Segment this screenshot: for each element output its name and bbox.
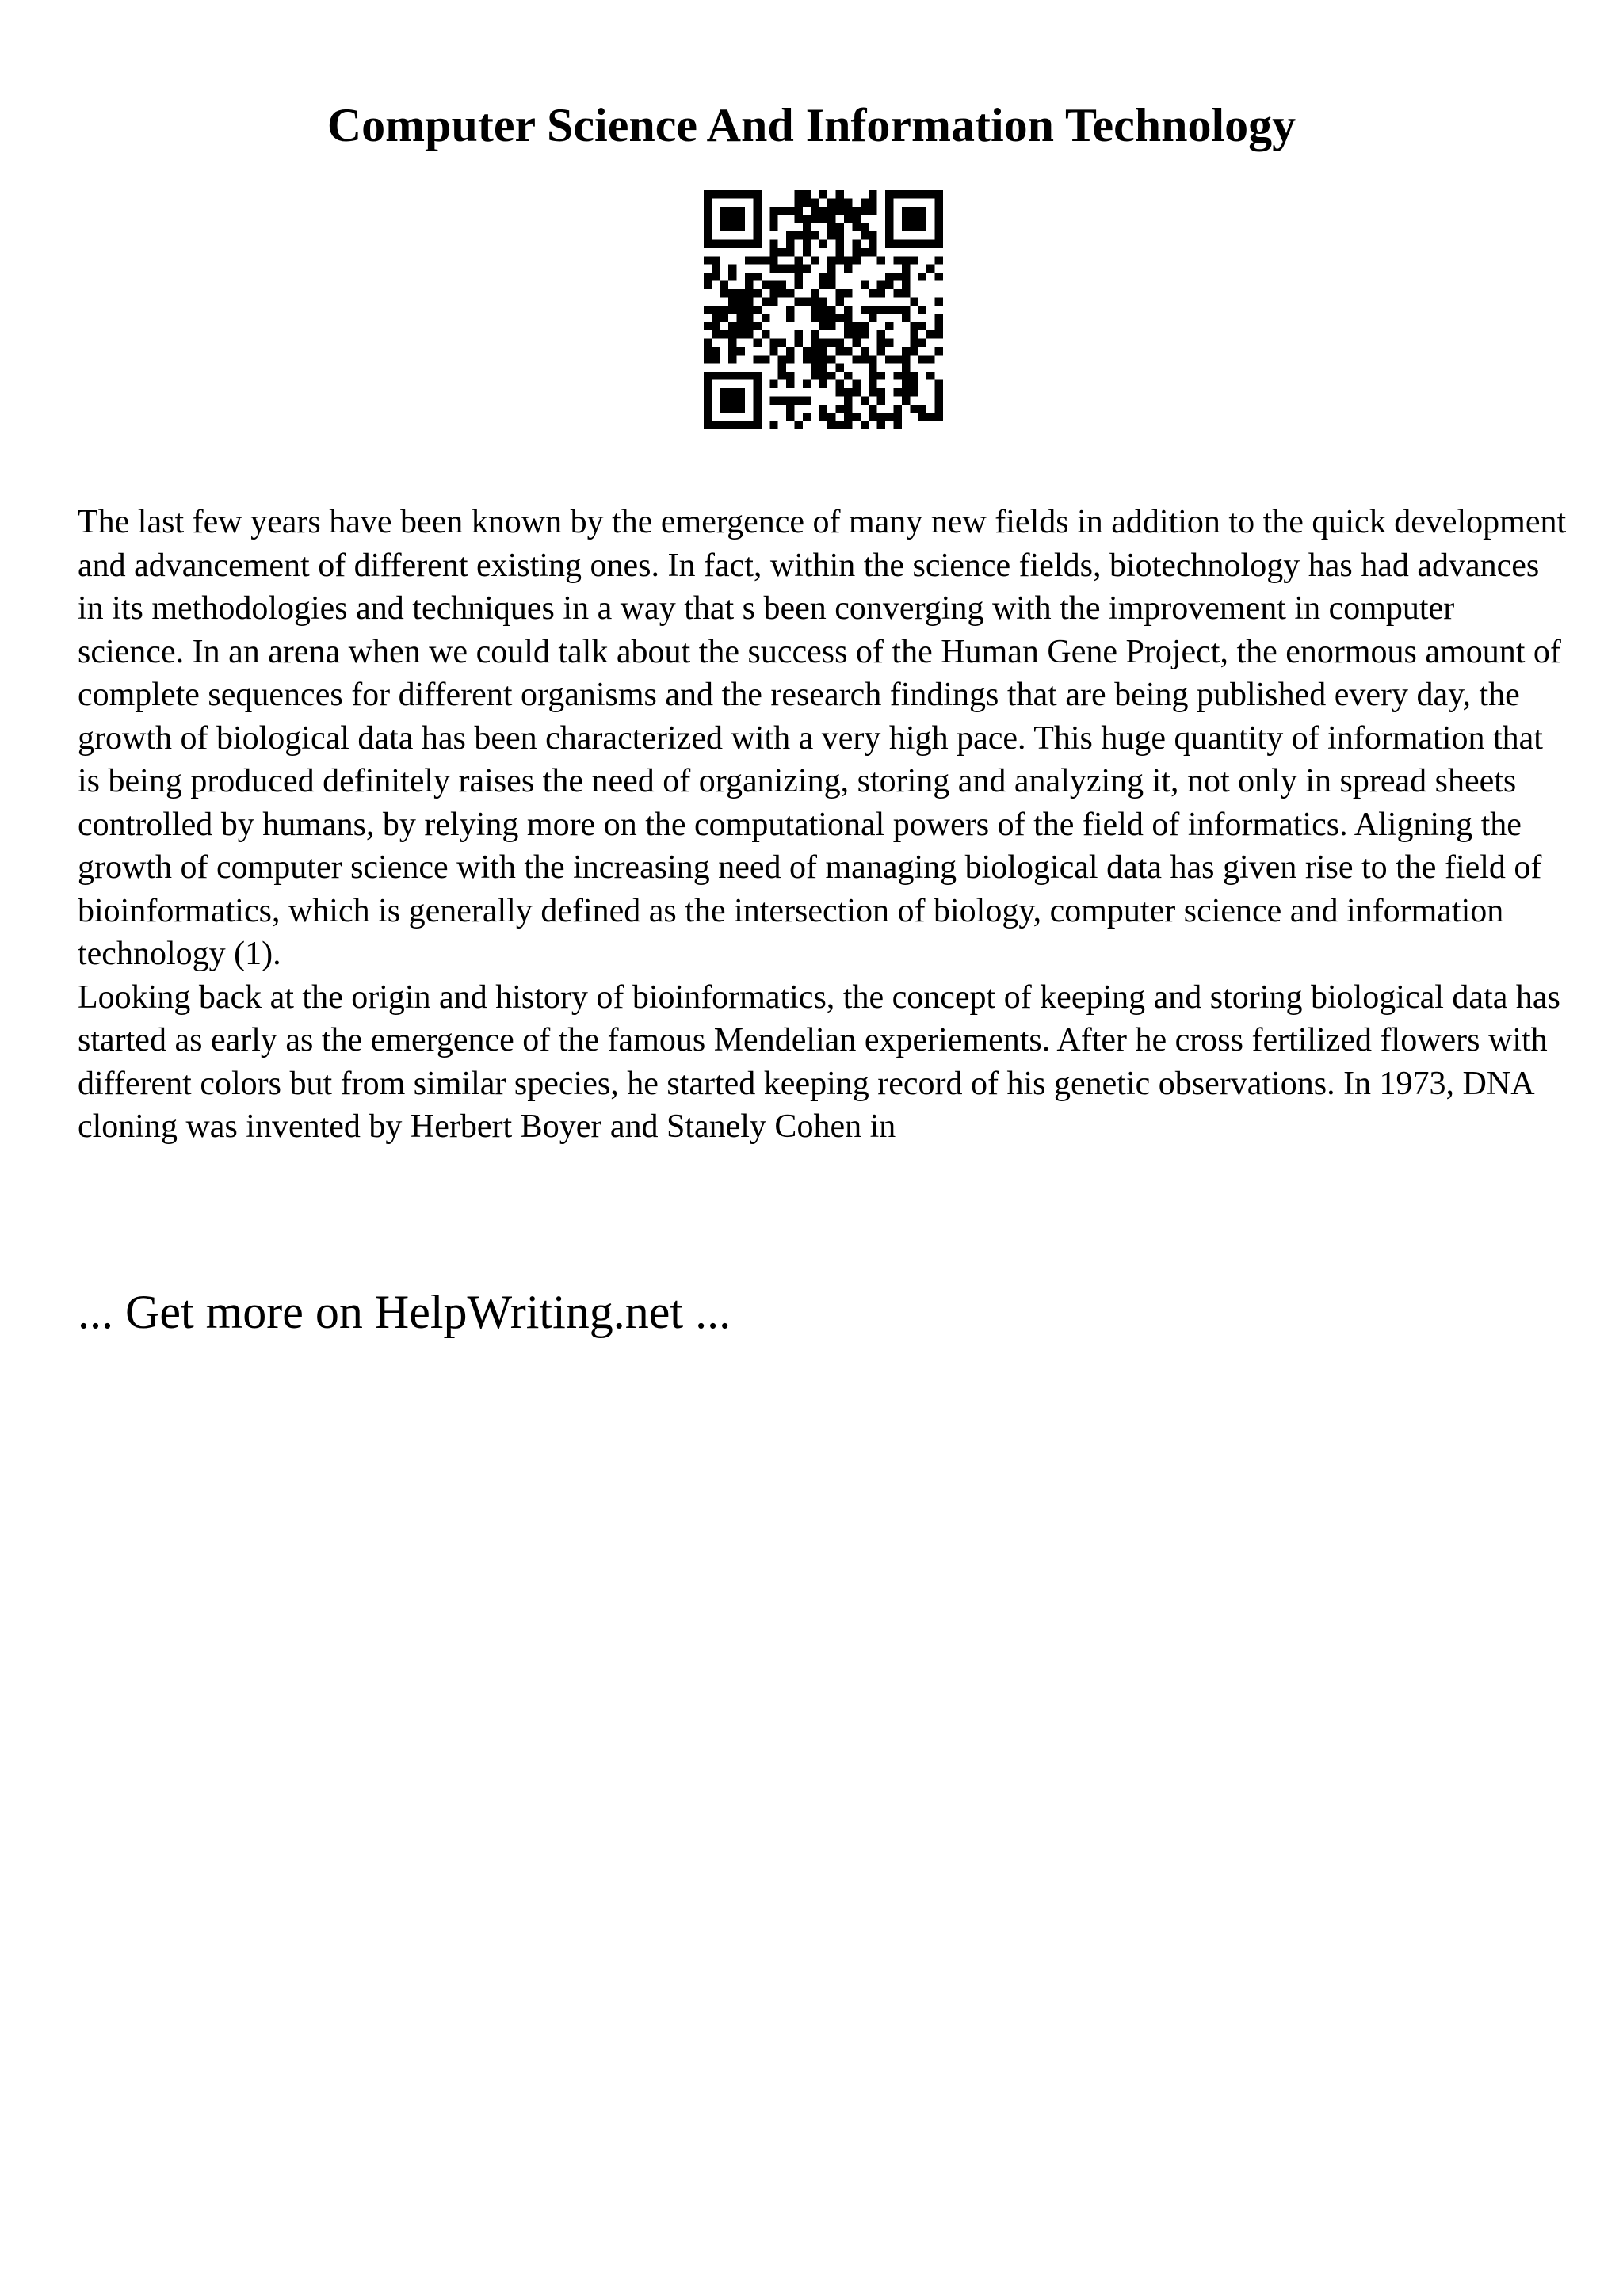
qr-code-graphic bbox=[704, 190, 943, 429]
document-title: Computer Science And Information Technology bbox=[327, 99, 1296, 151]
paragraph-1: The last few years have been known by the emergence of many new fields in addition to the quick development and advancement of different existing ones. In fact, within the science fields, biotechnology has had advances in its methodologies and techniques in a way that s been converging with the improvement in computer science. In an arena when we could talk about the success of the Human Gene Project, the enormous amount of complete sequences for different organisms and the research findings that are being published every day, the growth of biological data has been characterized with a very high pace. This huge quantity of information that is being produced definitely raises the need of organizing, storing and analyzing it, not only in spread sheets controlled by humans, by relying more on the computational powers of the field of informatics. Aligning the growth of computer science with the increasing need of managing biological data has given rise to the field of bioinformatics, which is generally defined as the intersection of biology, computer science and information technology (1). bbox=[78, 504, 1567, 972]
get-more-link[interactable]: ... Get more on HelpWriting.net ... bbox=[78, 1286, 731, 1338]
document-body bbox=[78, 501, 1568, 1149]
paragraph-2: Looking back at the origin and history of bioinformatics, the concept of keeping and storing biological data has started as early as the emergence of the famous Mendelian experiements. After he cross fertilized flowers with different colors but from similar species, he started keeping record of his genetic observations. In 1973, DNA cloning was invented by Herbert Boyer and Stanely Cohen in bbox=[78, 978, 1560, 1145]
qr-code-icon[interactable] bbox=[704, 190, 943, 429]
